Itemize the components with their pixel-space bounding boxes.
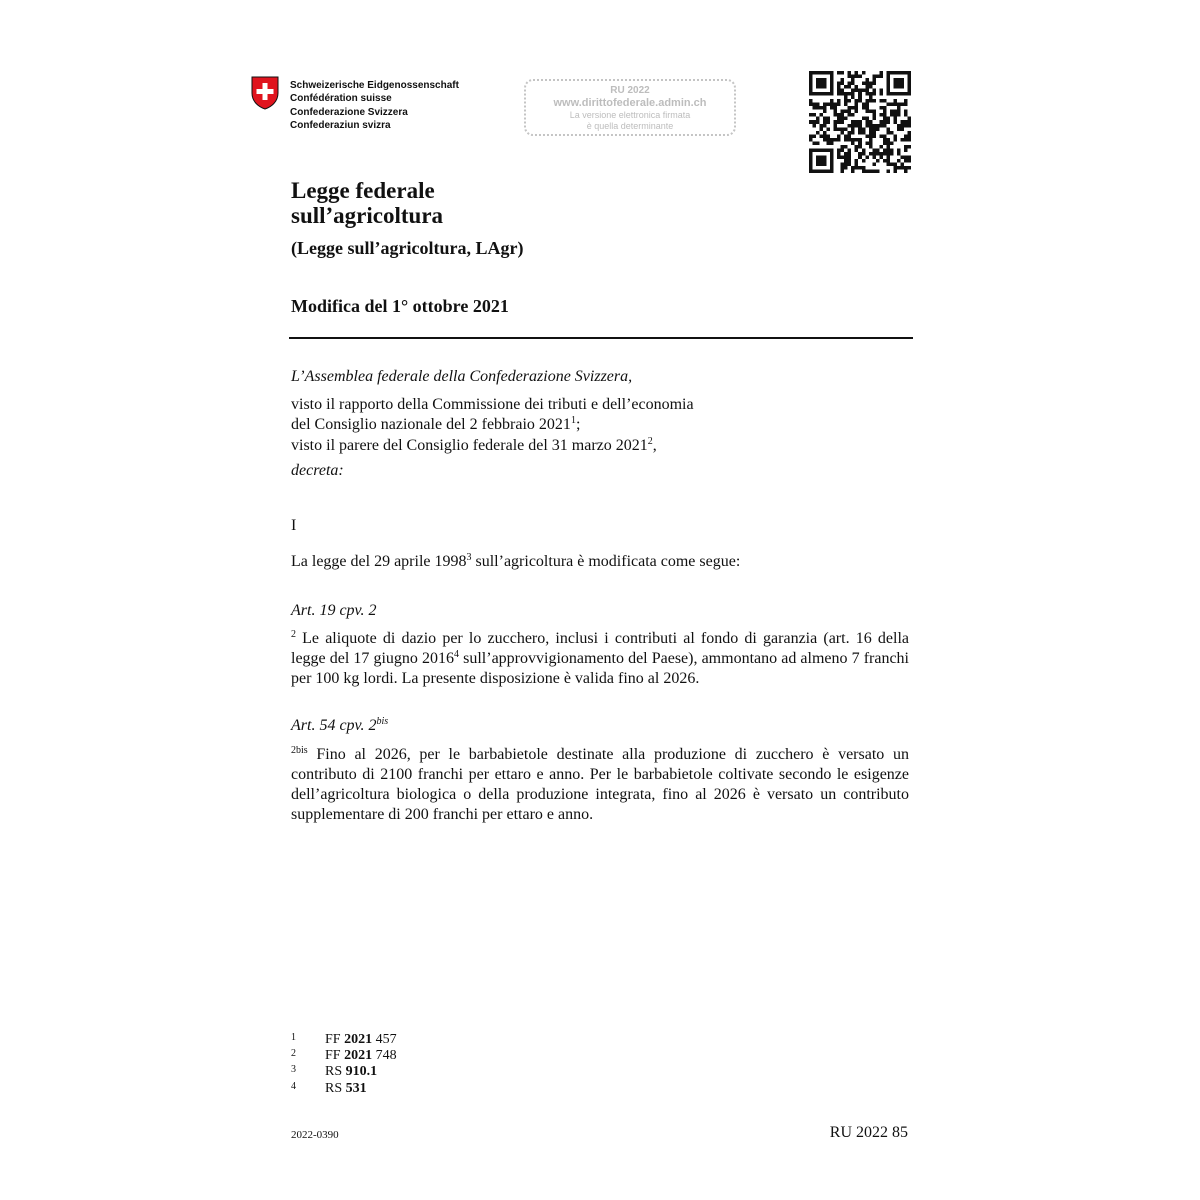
- art19-heading: Art. 19 cpv. 2: [291, 602, 377, 619]
- footnote-prefix: RS: [325, 1081, 346, 1096]
- footnote-number: 1: [291, 1032, 296, 1043]
- preamble-visto2: [291, 436, 657, 456]
- official-collection-page: RU 2022 85: [829, 1124, 908, 1141]
- footnote-reference: [325, 1047, 397, 1064]
- footnote-page: 457: [372, 1032, 397, 1047]
- art19-paragraph: [291, 629, 909, 689]
- footnote-prefix: FF: [325, 1048, 345, 1063]
- law-title-line2: sull’agricoltura: [291, 203, 444, 228]
- signature-stamp: [524, 79, 736, 136]
- confederation-name-fr: Confédération suisse: [290, 93, 392, 105]
- confederation-names: [290, 79, 459, 132]
- footnote-reference: [325, 1063, 377, 1080]
- footnote-number: 2: [291, 1048, 296, 1059]
- stamp-note-line1: La versione elettronica firmata: [569, 110, 691, 120]
- section-roman-numeral: I: [291, 517, 297, 534]
- stamp-collection: RU 2022: [610, 85, 650, 96]
- amendment-date: Modifica del 1° ottobre 2021: [291, 296, 509, 316]
- footnote-volume: 531: [345, 1081, 367, 1096]
- stamp-website: www.dirittofederale.admin.ch: [553, 97, 707, 109]
- footnote-reference: [325, 1031, 397, 1048]
- footnote-volume: 2021: [344, 1032, 373, 1047]
- visto2-text: visto il parere del Consiglio federale del 31 marzo 2021: [291, 437, 648, 454]
- amendment-intro: [291, 552, 740, 572]
- art54-heading-text: Art. 54 cpv. 2: [291, 717, 377, 734]
- paragraph-number-2: 2: [291, 629, 296, 640]
- art54-heading-bis: bis: [376, 716, 389, 727]
- swiss-coat-of-arms-icon: [251, 76, 279, 110]
- preamble-visto1-line1: visto il rapporto della Commissione dei tributi e dell’economia: [291, 396, 694, 413]
- footnote-prefix: RS: [325, 1064, 346, 1079]
- cross-horizontal: [257, 89, 274, 94]
- footnote-ref-2: 2: [647, 436, 653, 447]
- document-id: 2022-0390: [291, 1129, 339, 1141]
- intro-text-a: La legge del 29 aprile 1998: [291, 553, 467, 570]
- visto1-text: del Consiglio nazionale del 2 febbraio 2021: [291, 416, 571, 433]
- footnote-volume: 910.1: [345, 1064, 378, 1079]
- art54-heading: [291, 716, 388, 736]
- art54-paragraph: [291, 745, 909, 825]
- stamp-note-line2: è quella determinante: [586, 121, 674, 131]
- footnote-ref-1: 1: [570, 415, 576, 426]
- footnote-number: 4: [291, 1081, 296, 1092]
- footnote-number: 3: [291, 1064, 296, 1075]
- law-title: [291, 178, 443, 228]
- art19-text-b: sull’approvvigionamento del Paese), ammontano ad almeno 7 franchi per 100 kg lordi. La presente disposizione è valida fino al 2026.: [291, 650, 910, 687]
- intro-text-b: sull’agricoltura è modificata come segue:: [471, 553, 741, 570]
- confederation-name-rm: Confederaziun svizra: [290, 119, 391, 131]
- preamble-assembly: L’Assemblea federale della Confederazione Svizzera,: [291, 368, 633, 385]
- title-divider: [289, 337, 913, 339]
- preamble-decreta: decreta:: [291, 462, 344, 479]
- footnote-volume: 2021: [344, 1048, 373, 1063]
- footnote-ref-3: 3: [466, 552, 472, 563]
- preamble-visto1-line2: [291, 415, 580, 435]
- visto2-punct: ,: [652, 437, 657, 454]
- law-short-title: (Legge sull’agricoltura, LAgr): [291, 238, 524, 258]
- confederation-name-de: Schweizerische Eidgenossenschaft: [290, 80, 459, 91]
- visto1-punct: ;: [575, 416, 581, 433]
- art19-text-a: Le aliquote di dazio per lo zucchero, inclusi i contributi al fondo di garanzia (art. 16 della legge del 17 giugno 2016: [291, 630, 909, 667]
- footnote-ref-4: 4: [454, 649, 460, 660]
- footnote-page: 748: [372, 1048, 397, 1063]
- paragraph-number-2bis: 2bis: [291, 745, 308, 756]
- law-title-line1: Legge federale: [291, 178, 435, 203]
- confederation-name-it: Confederazione Svizzera: [290, 106, 408, 118]
- art54-text: Fino al 2026, per le barbabietole destinate alla produzione di zucchero è versato un contributo di 2100 franchi per ettaro e anno. Per le barbabietole coltivate secondo le esigenze dell’agricoltura biologica o della produzione integrata, fino al 2026 è versato un contributo supplementare di 200 franchi per ettaro e anno.: [291, 746, 909, 823]
- qr-code-icon: [809, 71, 911, 173]
- footnote-prefix: FF: [325, 1032, 345, 1047]
- footnote-reference: [325, 1080, 367, 1097]
